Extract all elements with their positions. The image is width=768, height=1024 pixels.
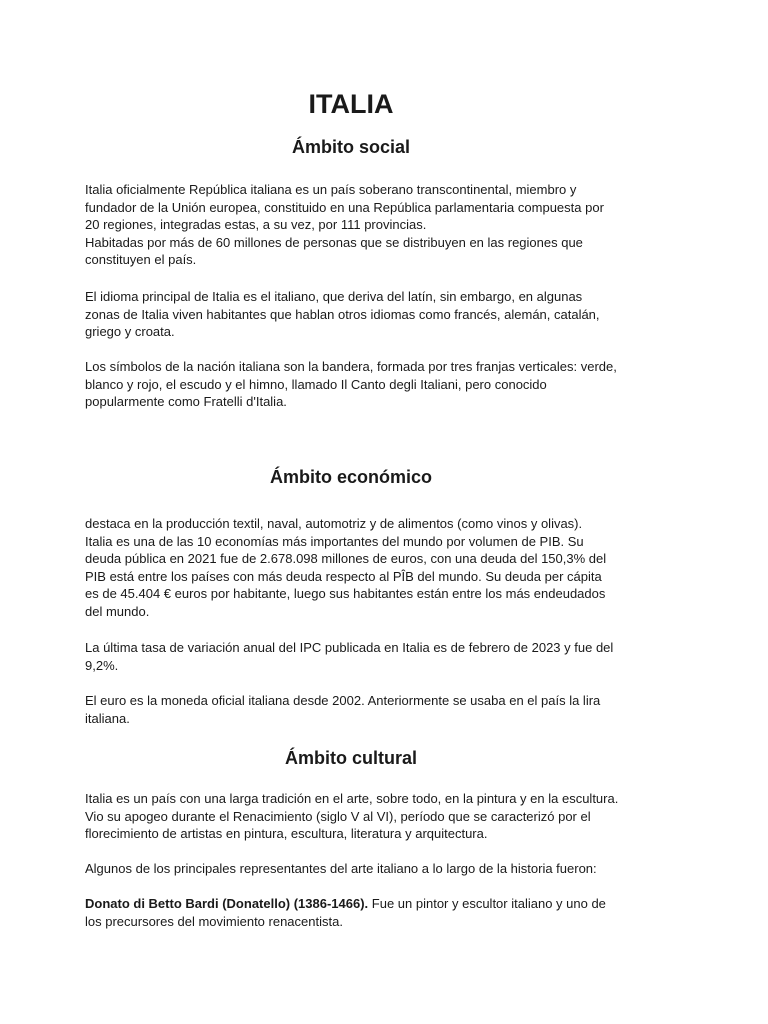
paragraph-economy-currency: El euro es la moneda oficial italiana desde 2002. Anteriormente se usaba en el país la lira italiana. [85,693,601,726]
heading-ambito-cultural: Ámbito cultural [284,748,417,768]
paragraph-social-overview: Italia oficialmente República italiana es un país soberano transcontinental, miembro y fundador de la Unión europea, constituido en una República parlamentaria compuesta por 20 regiones, integradas estas, a su vez, por 111 provincias. Habitadas por más de 60 millones de personas que se distribuyen en las regiones que constituyen el país. [85,182,604,268]
donatello-description: Fue un pintor y escultor italiano y uno de los precursores del movimiento renacentista. [85,896,606,929]
paragraph-economy-overview: destaca en la producción textil, naval, automotriz y de alimentos (como vinos y olivas). Italia es una de las 10 economías más importantes del mundo por volumen de PIB. Su deuda pública en 2021 fue de 2.678.098 millones de euros, con una deuda del 150,3% del PIB está entre los países con más deuda respecto al PÎB del mundo. Su deuda per cápita es de 45.404 € euros por habitante, luego sus habitantes están entre los más endeudados del mundo. [85,516,607,619]
paragraph-economy-ipc: La última tasa de variación anual del IPC publicada en Italia es de febrero de 2023 y fue del 9,2%. [85,640,614,673]
paragraph-social-symbols: Los símbolos de la nación italiana son la bandera, formada por tres franjas verticales: verde, blanco y rojo, el escudo y el himno, llamado Il Canto degli Italiani, pero conocido popularmente como Fratelli d'Italia. [85,359,617,410]
paragraph-culture-representatives: Algunos de los principales representantes del arte italiano a lo largo de la historia fueron: [85,861,597,876]
paragraph-social-language: El idioma principal de Italia es el italiano, que deriva del latín, sin embargo, en algunas zonas de Italia viven habitantes que hablan otros idiomas como francés, alemán, catalán, griego y croata. [85,289,600,340]
paragraph-donatello [85,895,625,930]
paragraph-culture-tradition: Italia es un país con una larga tradición en el arte, sobre todo, en la pintura y en la escultura. Vio su apogeo durante el Renacimiento (siglo V al VI), período que se caracterizó por el florecimiento de artistas en pintura, escultura, literatura y arquitectura. [85,791,619,842]
donatello-name: Donato di Betto Bardi (Donatello) (1386-1466). [85,896,369,911]
heading-ambito-social: Ámbito social [291,137,411,157]
document-title: ITALIA [308,89,394,119]
heading-ambito-economico: Ámbito económico [269,467,432,487]
